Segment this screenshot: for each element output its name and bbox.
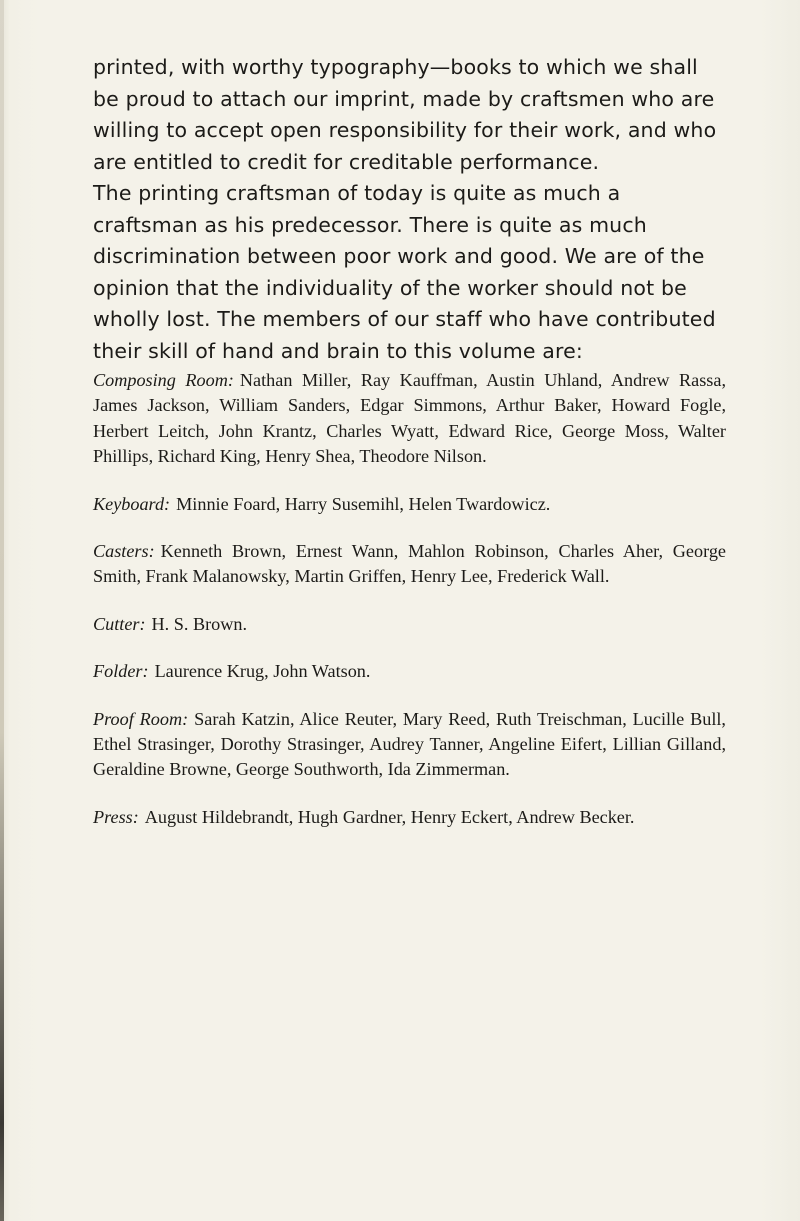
- credit-names: Minnie Foard, Harry Susemihl, Helen Twardowicz.: [176, 493, 551, 514]
- credit-casters: [93, 539, 726, 590]
- credit-proof-room: [93, 707, 726, 783]
- staff-credits: [93, 368, 726, 852]
- intro-paragraph-2: The printing craftsman of today is quite as much a craftsman as his predecessor. There is quite as much discrimination between poor work and good. We are of the opinion that the individuality of the worker should not be wholly lost. The members of our staff who have contributed their skill of hand and brain to this volume are:: [93, 181, 716, 363]
- credit-composing-room: [93, 368, 726, 470]
- credit-press: [93, 805, 726, 830]
- credit-names: Laurence Krug, John Watson.: [154, 661, 371, 682]
- credit-role: Keyboard:: [93, 493, 171, 514]
- credit-role: Composing Room:: [93, 370, 234, 390]
- credit-role: Proof Room:: [93, 708, 189, 729]
- credit-folder: [93, 659, 726, 684]
- credit-names: H. S. Brown.: [151, 613, 248, 634]
- credit-keyboard: [93, 492, 726, 517]
- credit-role: Cutter:: [93, 613, 146, 634]
- credit-names: Nathan Miller, Ray Kauffman, Austin Uhland, Andrew Rassa, James Jackson, William Sanders, Edgar Simmons, Arthur Baker, Howard Fogle, Herbert Leitch, John Krantz, Charles Wyatt, Edward Rice, George Moss, Walter Phillips, Richard King, Henry Shea, Theodore Nilson.: [93, 370, 726, 467]
- credit-names: Kenneth Brown, Ernest Wann, Mahlon Robinson, Charles Aher, George Smith, Frank Malanowsky, Martin Griffen, Henry Lee, Frederick Wall.: [93, 541, 726, 587]
- credit-role: Casters:: [93, 541, 155, 562]
- credit-role: Press:: [93, 806, 139, 827]
- credit-cutter: [93, 612, 726, 637]
- credit-names: August Hildebrandt, Hugh Gardner, Henry Eckert, Andrew Becker.: [144, 806, 635, 827]
- intro-paragraph-1: printed, with worthy typography—books to which we shall be proud to attach our imprint, made by craftsmen who are willing to accept open responsibility for their work, and who are entitled to credit for creditable performance.: [93, 55, 717, 174]
- credit-role: Folder:: [93, 661, 149, 682]
- credit-names: Sarah Katzin, Alice Reuter, Mary Reed, Ruth Treischman, Lucille Bull, Ethel Strasinger, Dorothy Strasinger, Audrey Tanner, Angeline Eifert, Lillian Gilland, Geraldine Browne, George Southworth, Ida Zimmerman.: [93, 708, 726, 780]
- page-binding-edge: [0, 0, 4, 1221]
